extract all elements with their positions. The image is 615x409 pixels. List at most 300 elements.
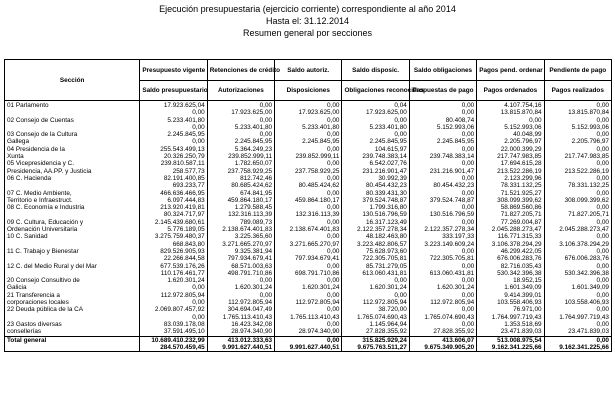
value-cell xyxy=(275,306,342,321)
value-cell xyxy=(140,306,207,321)
section-name xyxy=(5,131,140,146)
value-top: 674.841,95 xyxy=(240,189,273,197)
value-top: 0,00 xyxy=(461,160,475,168)
value-top: 0,00 xyxy=(461,174,475,182)
value-cell xyxy=(409,190,476,205)
value-bottom: 17.923.625,00 xyxy=(231,109,273,117)
value-bottom: 103.558.406,93 xyxy=(564,299,609,307)
value-cell xyxy=(207,190,274,205)
value-cell xyxy=(409,292,476,307)
value-bottom: 28.974.340,90 xyxy=(231,328,273,336)
value-bottom: 5.233.401,80 xyxy=(369,123,407,131)
value-top: 0,00 xyxy=(596,291,609,299)
report-subtitle: Resumen general por secciones xyxy=(242,28,373,38)
total-value-cell xyxy=(140,336,207,352)
total-value-bottom: 284.570.459,45 xyxy=(160,343,205,351)
value-bottom: 231.216.901,47 xyxy=(429,167,475,175)
value-top: 112.972.805,94 xyxy=(160,291,205,299)
value-top: 0,00 xyxy=(461,145,475,153)
total-value-top: 0,00 xyxy=(596,336,609,344)
value-bottom: 1.764.997.719,43 xyxy=(559,313,609,321)
value-top: 0,00 xyxy=(326,174,340,182)
value-cell xyxy=(544,219,611,234)
value-cell xyxy=(275,277,342,292)
value-bottom: 80.454.432,23 xyxy=(433,182,475,190)
column-header-bottom: Pagos realizados xyxy=(544,81,611,101)
value-cell xyxy=(477,292,544,307)
value-bottom: 130.516.796,59 xyxy=(429,211,475,219)
column-header-top: Presupuesto vigente xyxy=(140,60,207,81)
value-top: 58.869.560,86 xyxy=(500,204,542,212)
section-name xyxy=(5,292,140,307)
value-top: 255.543.499,13 xyxy=(160,145,205,153)
table-row xyxy=(5,146,612,161)
value-cell xyxy=(342,306,409,321)
value-bottom: 78.331.132,25 xyxy=(568,182,609,190)
value-cell xyxy=(275,160,342,175)
value-top: 0,00 xyxy=(596,189,609,197)
value-cell xyxy=(477,160,544,175)
table-row xyxy=(5,175,612,190)
value-bottom: 213.522.286,19 xyxy=(564,167,609,175)
value-bottom: 693.233,77 xyxy=(172,182,205,190)
value-bottom: 2.245.845,95 xyxy=(369,138,407,146)
value-cell xyxy=(207,277,274,292)
value-top: 40.048,99 xyxy=(513,131,542,139)
value-top: 1.782.650,07 xyxy=(234,160,273,168)
value-cell xyxy=(207,219,274,234)
value-cell xyxy=(409,117,476,132)
value-bottom: 71.827.205,71 xyxy=(568,211,609,219)
value-top: 0,00 xyxy=(596,218,609,226)
column-header-top: Pagos pend. ordenar xyxy=(477,60,544,81)
value-top: 9.414.399,01 xyxy=(504,291,542,299)
section-name xyxy=(5,219,140,234)
section-name-line: 04 Presidencia de la xyxy=(7,145,65,153)
value-bottom: 213.522.286,19 xyxy=(497,167,542,175)
value-top: 0,00 xyxy=(461,102,475,109)
value-top: 0,00 xyxy=(394,277,407,285)
total-value-cell xyxy=(409,336,476,352)
value-bottom: 3.106.378.294,29 xyxy=(559,240,609,248)
value-bottom: 80.324.717,97 xyxy=(163,211,205,219)
value-top: 71.521.925,27 xyxy=(500,189,542,197)
total-label-text: Total general xyxy=(7,336,47,344)
report-title: Ejecución presupuestaria (ejercicio corriente) correspondiente al año 2014 xyxy=(159,4,456,14)
value-top: 83.039.178,08 xyxy=(163,320,205,328)
value-top: 0,00 xyxy=(596,277,609,285)
value-top: 0,00 xyxy=(461,262,475,270)
value-top: 0,04 xyxy=(394,102,407,109)
value-top: 17.923.625,04 xyxy=(163,102,205,109)
value-bottom: 239.852.999,11 xyxy=(295,153,340,161)
section-name-line: Xunta xyxy=(7,153,24,161)
value-cell xyxy=(275,292,342,307)
value-top: 0,00 xyxy=(461,247,475,255)
value-bottom: 239.852.999,11 xyxy=(228,153,273,161)
total-value-cell xyxy=(544,336,611,352)
table-row xyxy=(5,248,612,263)
value-top: 4.107.754,16 xyxy=(504,102,542,109)
value-top: 16.317.123,49 xyxy=(365,218,407,226)
value-cell xyxy=(477,146,544,161)
value-cell xyxy=(207,117,274,132)
value-cell xyxy=(544,101,611,117)
value-cell xyxy=(544,233,611,248)
value-top: 677.539.176,26 xyxy=(160,262,205,270)
value-cell xyxy=(207,160,274,175)
total-value-bottom: 9.991.627.440,51 xyxy=(222,343,273,351)
value-cell xyxy=(140,263,207,278)
total-value-top: 413.606,07 xyxy=(442,336,475,344)
column-header-bottom: Obligaciones reconocidas xyxy=(342,81,409,101)
table-row xyxy=(5,321,612,336)
value-bottom: 5.152.993,06 xyxy=(504,123,542,131)
value-top: 0,00 xyxy=(596,204,609,212)
section-name-line: Ordenación Universitaria xyxy=(7,226,78,234)
value-top: 0,00 xyxy=(461,306,475,314)
value-cell xyxy=(275,131,342,146)
section-name xyxy=(5,146,140,161)
value-top: 0,00 xyxy=(596,116,609,124)
value-top: 0,00 xyxy=(259,116,273,124)
value-cell xyxy=(140,160,207,175)
value-top: 0,00 xyxy=(259,277,273,285)
section-name-line: 03 Consejo de la Cultura xyxy=(7,131,78,139)
value-cell xyxy=(477,175,544,190)
value-cell xyxy=(477,131,544,146)
value-bottom: 797.934.679,41 xyxy=(227,255,273,263)
value-top: 0,00 xyxy=(461,320,475,328)
value-bottom: 23.471.839,03 xyxy=(500,328,542,336)
section-name-line: 02 Consejo de Cuentas xyxy=(7,116,74,124)
value-cell xyxy=(544,277,611,292)
value-top: 0,00 xyxy=(461,291,475,299)
value-cell xyxy=(409,248,476,263)
table-row xyxy=(5,160,612,175)
value-cell xyxy=(477,277,544,292)
value-bottom: 2.045.288.273,47 xyxy=(559,226,609,234)
value-cell xyxy=(342,233,409,248)
value-bottom: 80.454.432,23 xyxy=(365,182,407,190)
value-bottom: 132.316.113,39 xyxy=(295,211,340,219)
value-bottom: 530.342.396,38 xyxy=(564,269,609,277)
section-name xyxy=(5,306,140,321)
column-header-bottom: Pagos ordenados xyxy=(477,81,544,101)
section-name-line: 22 Deuda pública de la CA xyxy=(7,306,84,314)
section-name xyxy=(5,190,140,205)
value-top: 75.628.973,60 xyxy=(365,247,407,255)
value-bottom: 22.266.844,58 xyxy=(163,255,205,263)
value-bottom: 2.245.845,95 xyxy=(302,138,340,146)
value-cell xyxy=(207,146,274,161)
table-row xyxy=(5,292,612,307)
value-top: 0,00 xyxy=(461,218,475,226)
value-bottom: 71.827.205,71 xyxy=(500,211,542,219)
value-top: 2.145.439.680,61 xyxy=(154,218,205,226)
value-top: 0,00 xyxy=(326,233,340,241)
value-top: 0,00 xyxy=(326,218,340,226)
column-header-bottom: Saldo presupuestario xyxy=(140,81,207,101)
value-bottom: 1.620.301,24 xyxy=(302,284,340,292)
value-cell xyxy=(275,146,342,161)
section-name-line: Galicia xyxy=(7,284,27,292)
value-cell xyxy=(207,131,274,146)
value-top: 17.694.615,28 xyxy=(500,160,542,168)
value-top: 1.145.964,94 xyxy=(369,320,407,328)
value-bottom: 5.233.401,80 xyxy=(234,123,273,131)
value-cell xyxy=(544,292,611,307)
section-name-line: 23 Gastos diversas xyxy=(7,320,62,328)
section-name-line: 08 C. Economía e Industria xyxy=(7,204,85,212)
total-value-bottom: 9.675.349.905,20 xyxy=(424,343,475,351)
value-bottom: 132.316.113,39 xyxy=(228,211,273,219)
value-cell xyxy=(275,101,342,117)
value-cell xyxy=(477,248,544,263)
value-cell xyxy=(544,175,611,190)
value-bottom: 17.923.625,00 xyxy=(298,109,340,117)
total-row xyxy=(5,336,612,352)
value-top: 0,00 xyxy=(326,204,340,212)
value-cell xyxy=(409,219,476,234)
value-top: 5.364.249,23 xyxy=(234,145,273,153)
value-top: 213.920.419,81 xyxy=(160,204,205,212)
value-top: 30.992,39 xyxy=(378,174,407,182)
value-top: 466.636.466,95 xyxy=(160,189,205,197)
value-top: 0,00 xyxy=(596,160,609,168)
section-name-line: corporaciones locales xyxy=(7,299,69,307)
value-bottom: 5.152.993,06 xyxy=(571,123,609,131)
value-top: 239.810.587,11 xyxy=(160,160,205,168)
value-bottom: 258.577,73 xyxy=(172,167,205,175)
value-top: 1.799.316,80 xyxy=(369,204,407,212)
total-value-cell xyxy=(342,336,409,352)
value-top: 0,00 xyxy=(326,277,340,285)
value-bottom: 37.591.495,10 xyxy=(163,328,205,336)
value-bottom: 5.776.189,05 xyxy=(167,226,205,234)
value-cell xyxy=(409,306,476,321)
value-cell xyxy=(140,277,207,292)
value-bottom: 27.828.355,92 xyxy=(365,328,407,336)
value-top: 0,00 xyxy=(326,160,340,168)
value-bottom: 379.524.748,87 xyxy=(429,196,475,204)
value-bottom: 3.106.378.294,29 xyxy=(491,240,542,248)
value-top: 16.423.342,08 xyxy=(231,320,273,328)
value-top: 0,00 xyxy=(326,189,340,197)
value-cell xyxy=(342,117,409,132)
section-name-line: 09 C. Cultura, Educación y xyxy=(7,218,84,226)
value-top: 812.742,46 xyxy=(240,174,273,182)
value-bottom: 613.060.431,81 xyxy=(362,269,407,277)
value-bottom: 112.972.805,94 xyxy=(228,299,273,307)
value-bottom: 217.747.983,85 xyxy=(497,153,542,161)
value-top: 0,00 xyxy=(326,116,340,124)
section-name-line: Presidencia, AA.PP. y Justicia xyxy=(7,167,92,175)
value-bottom: 239.748.383,14 xyxy=(362,153,407,161)
value-bottom: 80.685.424,62 xyxy=(231,182,273,190)
value-bottom: 130.516.796,59 xyxy=(362,211,407,219)
value-bottom: 3.223.482.806,57 xyxy=(357,240,407,248)
value-cell xyxy=(140,146,207,161)
value-cell xyxy=(544,306,611,321)
section-name-line: 21 Transferencia a xyxy=(7,291,60,299)
value-cell xyxy=(342,131,409,146)
total-value-bottom: 9.162.341.225,66 xyxy=(491,343,542,351)
section-name-line: Territorio e Infraestruct. xyxy=(7,196,73,204)
section-name xyxy=(5,277,140,292)
section-name-line: Gallega xyxy=(7,138,30,146)
value-top: 0,00 xyxy=(596,145,609,153)
value-top: 0,00 xyxy=(596,102,609,109)
value-cell xyxy=(207,175,274,190)
value-bottom: 3.271.665.270,97 xyxy=(222,240,273,248)
value-bottom: 13.815.870,84 xyxy=(568,109,609,117)
value-top: 1.620.301,24 xyxy=(167,277,205,285)
value-cell xyxy=(409,131,476,146)
column-header-top: Retenciones de crédito xyxy=(207,60,274,81)
table-row xyxy=(5,219,612,234)
value-bottom: 2.205.796,97 xyxy=(504,138,542,146)
value-bottom: 103.558.406,93 xyxy=(497,299,542,307)
section-name-line: 10 C. Sanidad xyxy=(7,233,48,241)
value-cell xyxy=(544,160,611,175)
section-name-line: 12 C. del Medio Rural y del Mar xyxy=(7,262,97,270)
value-cell xyxy=(342,321,409,336)
value-bottom: 2.138.674.401,83 xyxy=(222,226,273,234)
value-bottom: 2.122.357.278,34 xyxy=(357,226,407,234)
section-name-line: 05 Vicepresidencia y C. xyxy=(7,160,75,168)
value-cell xyxy=(544,146,611,161)
value-bottom: 23.471.839,03 xyxy=(568,328,609,336)
value-top: 0,00 xyxy=(461,277,475,285)
value-cell xyxy=(140,117,207,132)
value-bottom: 0,00 xyxy=(192,123,205,131)
column-header-top: Saldo obligaciones xyxy=(409,60,476,81)
value-cell xyxy=(409,101,476,117)
value-bottom: 2.245.845,95 xyxy=(234,138,273,146)
value-bottom: 112.972.805,94 xyxy=(362,299,407,307)
value-top: 304.694.047,49 xyxy=(227,306,273,314)
value-cell xyxy=(409,160,476,175)
total-value-cell xyxy=(477,336,544,352)
section-name-line: 11 C. Trabajo y Bienestar xyxy=(7,247,79,255)
value-cell xyxy=(140,219,207,234)
value-cell xyxy=(207,204,274,219)
value-cell xyxy=(140,321,207,336)
value-top: 77.269.004,87 xyxy=(500,218,542,226)
value-top: 0,00 xyxy=(326,320,340,328)
value-bottom: 110.176.461,77 xyxy=(160,269,205,277)
value-top: 46.299.422,05 xyxy=(500,247,542,255)
value-top: 116.771.315,33 xyxy=(497,233,542,241)
value-bottom: 498.791.710,86 xyxy=(227,269,273,277)
value-top: 0,00 xyxy=(394,116,407,124)
total-value-cell xyxy=(207,336,274,352)
value-cell xyxy=(275,233,342,248)
section-name xyxy=(5,175,140,190)
value-top: 0,00 xyxy=(461,204,475,212)
total-value-bottom: 9.991.627.440,51 xyxy=(289,343,340,351)
value-bottom: 3.223.149.609,24 xyxy=(424,240,475,248)
value-top: 0,00 xyxy=(461,189,475,197)
value-top: 82.716.035,43 xyxy=(500,262,542,270)
value-bottom: 5.233.401,80 xyxy=(302,123,340,131)
value-cell xyxy=(477,233,544,248)
value-bottom: 1.765.074.690,43 xyxy=(357,313,407,321)
value-bottom: 0,00 xyxy=(192,299,205,307)
section-name xyxy=(5,117,140,132)
column-header-top: Saldo disposic. xyxy=(342,60,409,81)
section-name-line: 20 Consejo Consultivo de xyxy=(7,277,80,285)
value-top: 2.245.845,95 xyxy=(167,131,205,139)
value-top: 80.408,74 xyxy=(445,116,475,124)
value-bottom: 6.097.444,83 xyxy=(167,196,205,204)
value-cell xyxy=(275,219,342,234)
table-row xyxy=(5,277,612,292)
value-top: 0,00 xyxy=(596,320,609,328)
value-bottom: 237.758.929,25 xyxy=(227,167,273,175)
value-top: 6.542.027,76 xyxy=(369,160,407,168)
value-cell xyxy=(275,248,342,263)
value-top: 5.233.401,80 xyxy=(167,116,205,124)
value-bottom: 0,00 xyxy=(192,313,205,321)
table-row xyxy=(5,101,612,117)
value-top: 0,00 xyxy=(259,102,273,109)
value-cell xyxy=(207,321,274,336)
value-cell xyxy=(207,101,274,117)
value-cell xyxy=(140,204,207,219)
value-cell xyxy=(342,160,409,175)
section-name xyxy=(5,160,140,175)
column-header-section: Sección xyxy=(5,60,140,101)
value-bottom: 379.524.748,87 xyxy=(362,196,407,204)
total-value-top: 315.825.929,24 xyxy=(362,336,407,344)
table-row xyxy=(5,131,612,146)
table-row xyxy=(5,233,612,248)
value-bottom: 308.099.399,62 xyxy=(497,196,542,204)
value-bottom: 2.122.357.278,34 xyxy=(424,226,475,234)
value-cell xyxy=(409,321,476,336)
value-cell xyxy=(275,175,342,190)
value-bottom: 217.747.983,85 xyxy=(564,153,609,161)
value-top: 0,00 xyxy=(596,131,609,139)
value-top: 18.952,15 xyxy=(513,277,542,285)
value-cell xyxy=(544,263,611,278)
value-cell xyxy=(409,233,476,248)
value-top: 76.971,00 xyxy=(513,306,542,314)
value-top: 0,00 xyxy=(461,131,475,139)
value-cell xyxy=(342,204,409,219)
value-cell xyxy=(544,131,611,146)
value-bottom: 1.620.301,24 xyxy=(234,284,273,292)
value-cell xyxy=(275,204,342,219)
value-top: 0,00 xyxy=(596,174,609,182)
value-bottom: 239.748.383,14 xyxy=(429,153,475,161)
value-top: 1.353.518,69 xyxy=(504,320,542,328)
value-bottom: 676.006.283,76 xyxy=(497,255,542,263)
value-bottom: 237.758.929,25 xyxy=(295,167,340,175)
value-top: 85.731.279,05 xyxy=(365,262,407,270)
value-top: 0,00 xyxy=(259,291,273,299)
value-top: 0,00 xyxy=(596,306,609,314)
value-cell xyxy=(140,233,207,248)
value-bottom: 1.620.301,24 xyxy=(369,284,407,292)
value-cell xyxy=(342,175,409,190)
table-row xyxy=(5,117,612,132)
value-cell xyxy=(409,175,476,190)
value-bottom: 112.972.805,94 xyxy=(295,299,340,307)
section-name xyxy=(5,204,140,219)
